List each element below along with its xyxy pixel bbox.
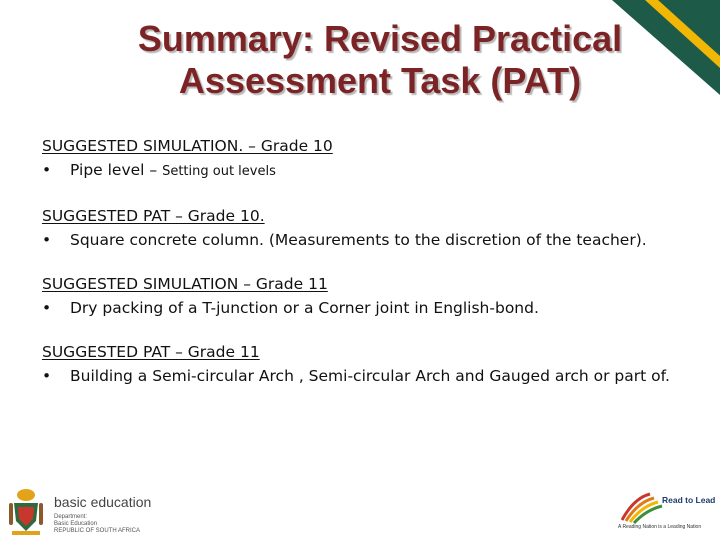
- bullet-item: [42, 298, 682, 318]
- title-line-1: Summary: Revised Practical: [137, 18, 623, 59]
- org-name: basic education: [54, 494, 152, 510]
- title-line-2: Assessment Task (PAT): [178, 60, 582, 101]
- org-line: REPUBLIC OF SOUTH AFRICA: [54, 528, 141, 534]
- slide-title: [60, 18, 700, 102]
- bullet-item: [42, 160, 682, 182]
- bullet-dot: •: [42, 367, 52, 385]
- bullet-text: Dry packing of a T-junction or a Corner joint in English-bond.: [70, 299, 539, 317]
- bullet-text: Square concrete column. (Measurements to the discretion of the teacher).: [70, 231, 647, 249]
- section-pat-grade-11: [42, 342, 682, 386]
- section-heading: SUGGESTED SIMULATION – Grade 11: [42, 275, 328, 293]
- section-pat-grade-10: [42, 206, 682, 250]
- logo-tagline: A Reading Nation is a Leading Nation: [618, 524, 702, 530]
- section-heading: SUGGESTED PAT – Grade 11: [42, 343, 260, 361]
- bullet-text-small: Setting out levels: [162, 164, 276, 179]
- bullet-dot: •: [42, 161, 52, 179]
- read-to-lead-logo: [612, 488, 720, 540]
- bullet-item: [42, 366, 682, 386]
- bullet-dot: •: [42, 231, 52, 249]
- slide-content: [42, 136, 682, 410]
- book-icon: [620, 490, 664, 524]
- bullet-dot: •: [42, 299, 52, 317]
- bullet-text: Building a Semi-circular Arch , Semi-circular Arch and Gauged arch or part of.: [70, 367, 670, 385]
- section-heading: SUGGESTED SIMULATION. – Grade 10: [42, 137, 333, 155]
- section-simulation-grade-11: [42, 274, 682, 318]
- coat-of-arms-icon: [6, 487, 46, 537]
- org-line: Department:: [54, 514, 88, 520]
- department-logo: [0, 482, 200, 540]
- section-simulation-grade-10: [42, 136, 682, 182]
- bullet-text: Pipe level –: [70, 161, 163, 179]
- bullet-item: [42, 230, 682, 250]
- org-line: Basic Education: [54, 521, 98, 527]
- logo-title: Read to Lead: [662, 495, 716, 505]
- section-heading: SUGGESTED PAT – Grade 10.: [42, 207, 265, 225]
